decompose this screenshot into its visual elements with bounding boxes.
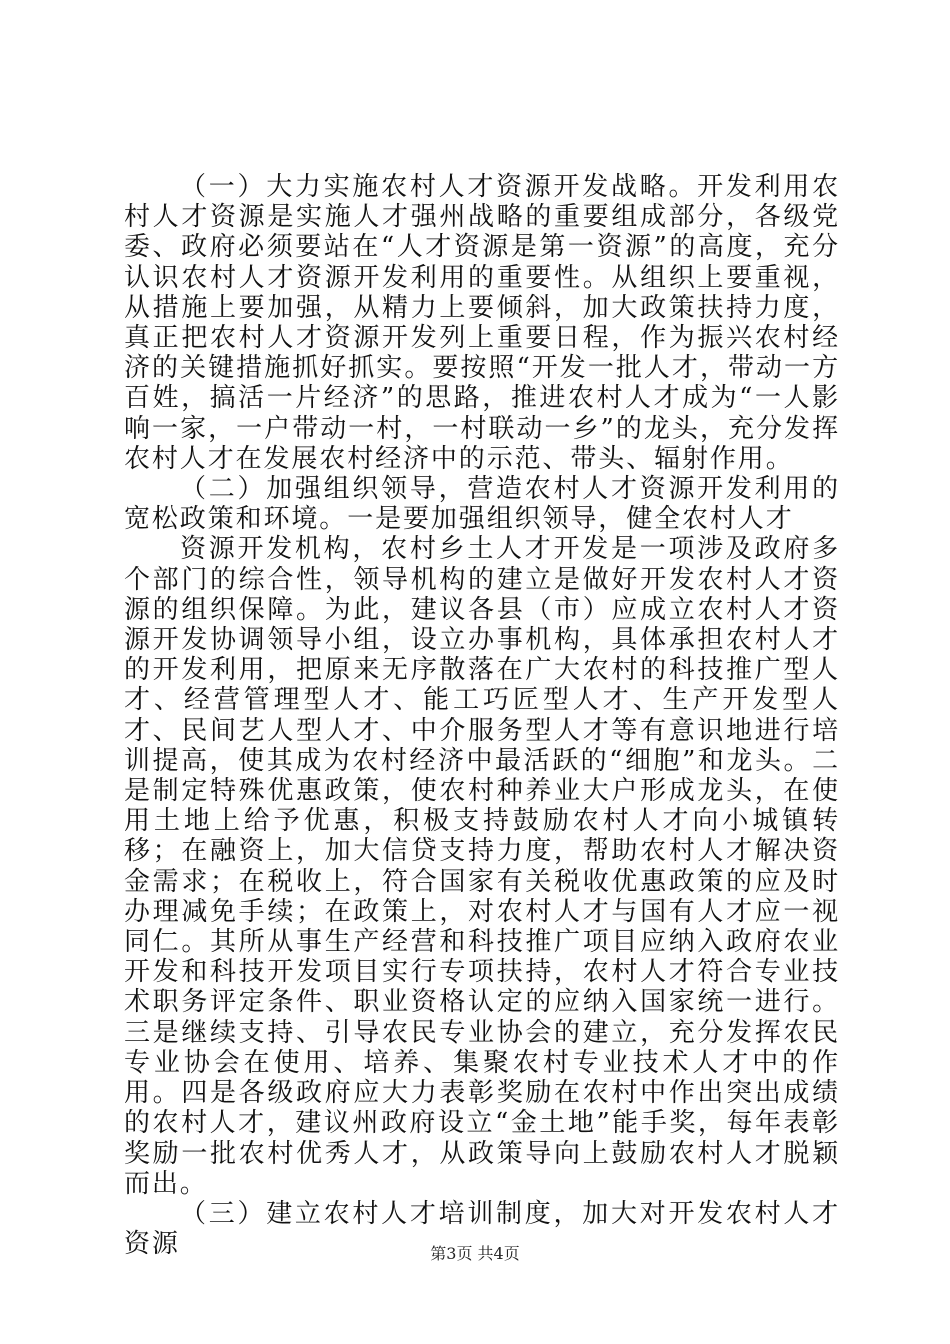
page-footer: 第3页 共4页 bbox=[430, 1244, 520, 1263]
document-body bbox=[124, 172, 840, 1259]
paragraph-section-2-body: 资源开发机构，农村乡土人才开发是一项涉及政府多个部门的综合性，领导机构的建立是做好开发农村人才资源的组织保障。为此，建议各县（市）应成立农村人才资源开发协调领导小组，设立办事机构，具体承担农村人才的开发利用，把原来无序散落在广大农村的科技推广型人才、经营管理型人才、能工巧匠型人才、生产开发型人才、民间艺人型人才、中介服务型人才等有意识地进行培训提高，使其成为农村经济中最活跃的“细胞”和龙头。二是制定特殊优惠政策，使农村种养业大户形成龙头，在使用土地上给予优惠，积极支持鼓励农村人才向小城镇转移；在融资上，加大信贷支持力度，帮助农村人才解决资金需求；在税收上，符合国家有关税收优惠政策的应及时办理减免手续；在政策上，对农村人才与国有人才应一视同仁。其所从事生产经营和科技推广项目应纳入政府农业开发和科技开发项目实行专项扶持，农村人才符合专业技术职务评定条件、职业资格认定的应纳入国家统一进行。三是继续支持、引导农民专业协会的建立，充分发挥农民专业协会在使用、培养、集聚农村专业技术人才中的作用。四是各级政府应大力表彰奖励在农村中作出突出成绩的农村人才，建议州政府设立“金土地”能手奖，每年表彰奖励一批农村优秀人才，从政策导向上鼓励农村人才脱颖而出。 bbox=[124, 534, 840, 1199]
paragraph-section-2-heading: （二）加强组织领导，营造农村人才资源开发利用的宽松政策和环境。一是要加强组织领导，健全农村人才 bbox=[124, 474, 840, 535]
paragraph-section-1: （一）大力实施农村人才资源开发战略。开发利用农村人才资源是实施人才强州战略的重要组成部分，各级党委、政府必须要站在“人才资源是第一资源”的高度，充分认识农村人才资源开发利用的重要性。从组织上要重视，从措施上要加强，从精力上要倾斜，加大政策扶持力度，真正把农村人才资源开发列上重要日程，作为振兴农村经济的关键措施抓好抓实。要按照“开发一批人才，带动一方百姓，搞活一片经济”的思路，推进农村人才成为“一人影响一家，一户带动一村，一村联动一乡”的龙头，充分发挥农村人才在发展农村经济中的示范、带头、辐射作用。 bbox=[124, 172, 840, 474]
paragraph-section-3-heading: （三）建立农村人才培训制度，加大对开发农村人才资源 bbox=[124, 1198, 840, 1260]
